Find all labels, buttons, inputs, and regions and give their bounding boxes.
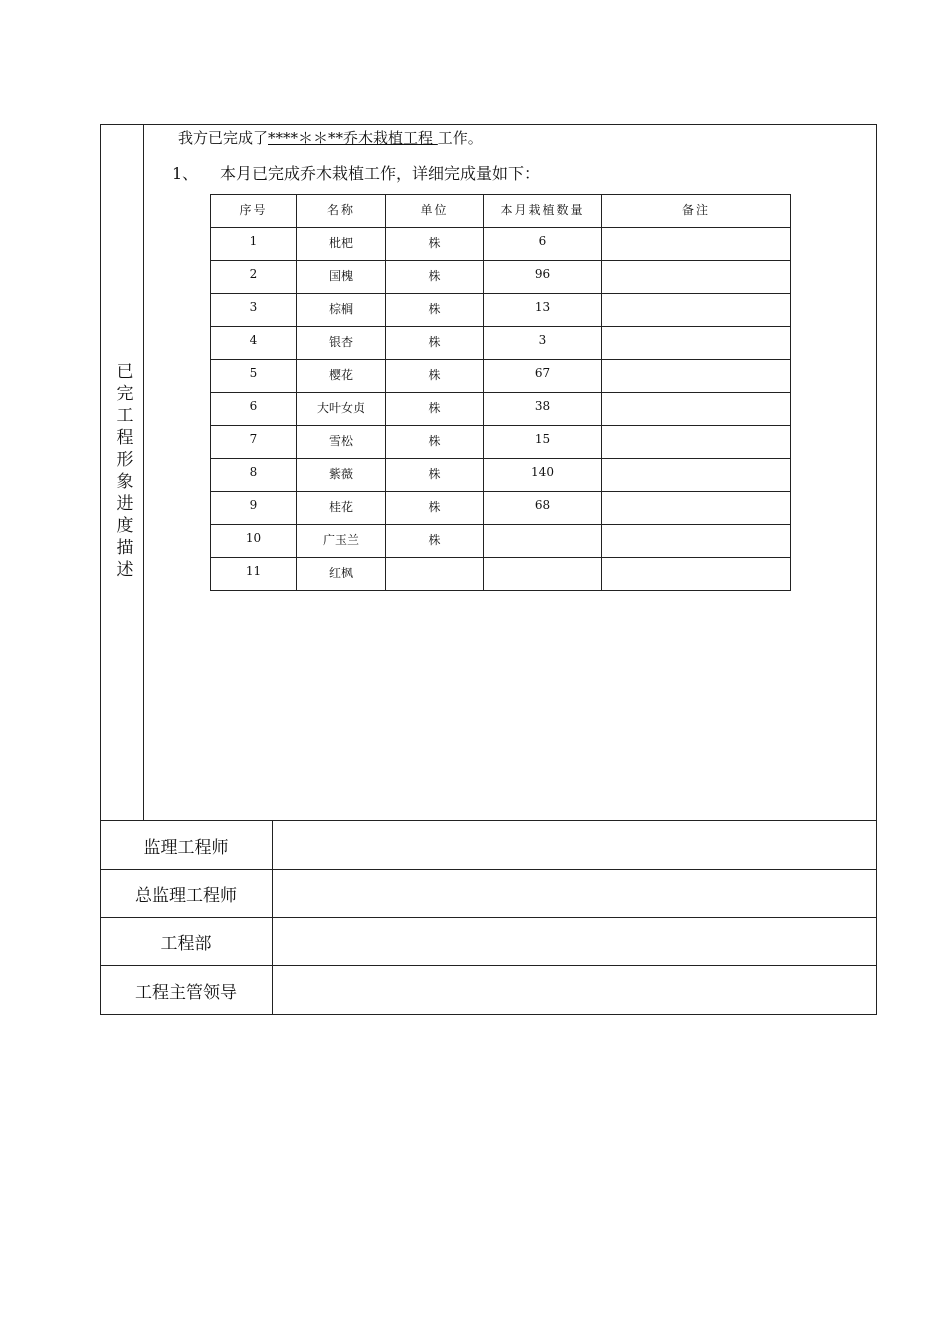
- engineering-department-label: 工程部: [160, 934, 212, 954]
- chief-supervising-engineer-label: 总监理工程师: [135, 886, 237, 906]
- section-side-label-text: 已完工程形象进度描述: [112, 362, 133, 582]
- cell-quantity: 15: [484, 426, 602, 459]
- cell-name: 紫薇: [297, 459, 386, 492]
- table-body: [211, 228, 791, 591]
- header-unit: 单位: [386, 195, 484, 228]
- supervising-engineer-field[interactable]: [273, 821, 876, 869]
- cell-name: 广玉兰: [297, 525, 386, 558]
- cell-quantity: 96: [484, 261, 602, 294]
- cell-quantity: [484, 558, 602, 591]
- header-quantity: 本月栽植数量: [484, 195, 602, 228]
- table-row: [211, 459, 791, 492]
- list-item-number: 1、: [172, 164, 199, 183]
- cell-index: 5: [211, 360, 297, 393]
- cell-remarks: [602, 360, 791, 393]
- cell-name: 大叶女贞: [297, 393, 386, 426]
- list-item-1: [172, 161, 540, 184]
- cell-remarks: [602, 459, 791, 492]
- cell-unit: 株: [386, 426, 484, 459]
- cell-unit: [386, 558, 484, 591]
- cell-unit: 株: [386, 525, 484, 558]
- cell-index: 10: [211, 525, 297, 558]
- engineering-lead-label: 工程主管领导: [135, 982, 237, 1003]
- planting-quantity-table: [210, 194, 791, 591]
- cell-unit: 株: [386, 228, 484, 261]
- cell-quantity: 140: [484, 459, 602, 492]
- cell-index: 6: [211, 393, 297, 426]
- cell-index: 7: [211, 426, 297, 459]
- project-name: ****＊＊**乔木栽植工程: [268, 129, 438, 147]
- table-row: [211, 492, 791, 525]
- cell-name: 国槐: [297, 261, 386, 294]
- cell-unit: 株: [386, 261, 484, 294]
- cell-index: 9: [211, 492, 297, 525]
- cell-remarks: [602, 558, 791, 591]
- cell-remarks: [602, 327, 791, 360]
- intro-statement: [178, 127, 483, 148]
- intro-suffix: 工作。: [437, 129, 483, 147]
- cell-name: 雪松: [297, 426, 386, 459]
- cell-remarks: [602, 426, 791, 459]
- table-row: [211, 360, 791, 393]
- intro-prefix: 我方已完成了: [178, 129, 269, 147]
- cell-index: 3: [211, 294, 297, 327]
- cell-index: 4: [211, 327, 297, 360]
- cell-quantity: 3: [484, 327, 602, 360]
- cell-index: 11: [211, 558, 297, 591]
- cell-name: 红枫: [297, 558, 386, 591]
- header-name: 名称: [297, 195, 386, 228]
- cell-unit: 株: [386, 492, 484, 525]
- engineering-lead-field[interactable]: [273, 966, 876, 1014]
- cell-remarks: [602, 294, 791, 327]
- section-side-label: [100, 124, 144, 820]
- cell-index: 2: [211, 261, 297, 294]
- engineering-department-field[interactable]: [273, 918, 876, 965]
- table-header-row: [211, 195, 791, 228]
- cell-unit: 株: [386, 294, 484, 327]
- cell-remarks: [602, 261, 791, 294]
- cell-quantity: 38: [484, 393, 602, 426]
- cell-remarks: [602, 525, 791, 558]
- cell-name: 樱花: [297, 360, 386, 393]
- table-row: [211, 393, 791, 426]
- cell-name: 银杏: [297, 327, 386, 360]
- cell-quantity: 67: [484, 360, 602, 393]
- cell-unit: 株: [386, 393, 484, 426]
- table-row: [211, 558, 791, 591]
- table-row: [211, 426, 791, 459]
- cell-remarks: [602, 492, 791, 525]
- supervising-engineer-label: 监理工程师: [143, 837, 229, 858]
- cell-quantity: 13: [484, 294, 602, 327]
- table-row: [211, 294, 791, 327]
- cell-name: 枇杷: [297, 228, 386, 261]
- cell-index: 8: [211, 459, 297, 492]
- list-item-text: 本月已完成乔木栽植工作，详细完成量如下：: [220, 164, 541, 183]
- table-row: [211, 327, 791, 360]
- cell-unit: 株: [386, 327, 484, 360]
- cell-remarks: [602, 393, 791, 426]
- header-remarks: 备注: [602, 195, 791, 228]
- cell-index: 1: [211, 228, 297, 261]
- cell-quantity: 6: [484, 228, 602, 261]
- cell-unit: 株: [386, 459, 484, 492]
- table-row: [211, 525, 791, 558]
- table-row: [211, 228, 791, 261]
- cell-name: 棕榈: [297, 294, 386, 327]
- cell-unit: 株: [386, 360, 484, 393]
- cell-quantity: [484, 525, 602, 558]
- header-index: 序号: [211, 195, 297, 228]
- table-row: [211, 261, 791, 294]
- chief-supervising-engineer-field[interactable]: [273, 870, 876, 917]
- cell-remarks: [602, 228, 791, 261]
- cell-name: 桂花: [297, 492, 386, 525]
- cell-quantity: 68: [484, 492, 602, 525]
